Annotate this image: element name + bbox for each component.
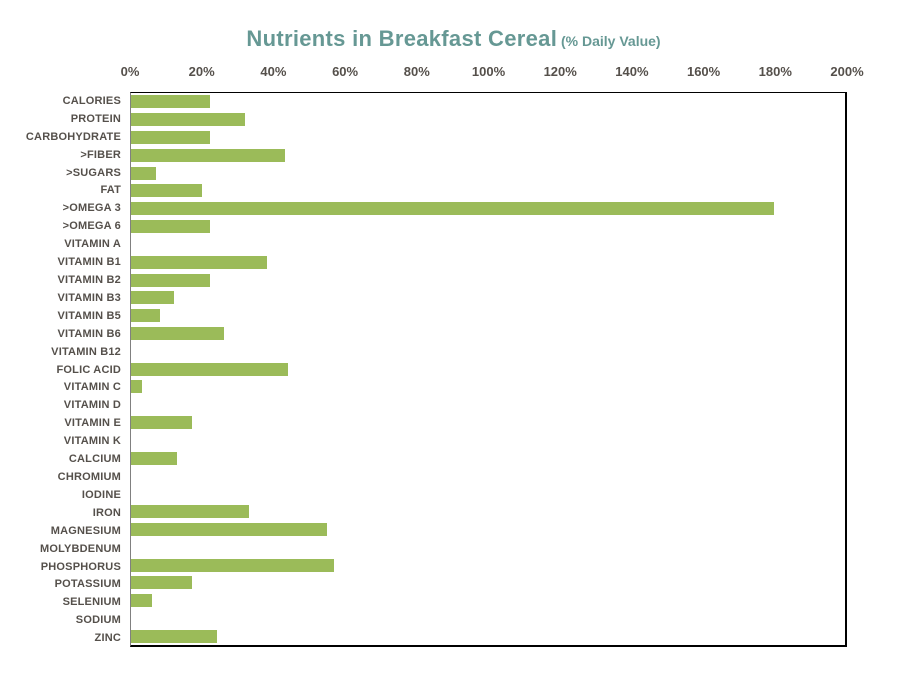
bar-row — [131, 307, 845, 325]
bar-row — [131, 129, 845, 147]
bar-row — [131, 521, 845, 539]
bar — [131, 523, 327, 536]
y-axis-label: >FIBER — [80, 148, 121, 161]
x-tick-label: 80% — [403, 64, 430, 79]
y-axis-label: VITAMIN B3 — [57, 291, 121, 304]
bar-row — [131, 218, 845, 236]
x-tick-label: 20% — [188, 64, 215, 79]
chart-subtitle: (% Daily Value) — [557, 33, 661, 49]
x-tick-label: 100% — [471, 64, 506, 79]
bar-row — [131, 289, 845, 307]
bar — [131, 630, 217, 643]
y-axis-label: VITAMIN A — [64, 238, 121, 251]
bar-row — [131, 538, 845, 556]
x-tick-label: 200% — [830, 64, 864, 79]
bar — [131, 309, 160, 322]
bar — [131, 327, 224, 340]
bar — [131, 184, 202, 197]
bar — [131, 220, 210, 233]
y-axis-label: VITAMIN B2 — [57, 274, 121, 287]
y-axis-label: VITAMIN K — [63, 435, 121, 448]
x-axis — [120, 64, 864, 82]
bar-row — [131, 360, 845, 378]
y-axis-label: >OMEGA 6 — [62, 220, 121, 233]
x-tick-label: 60% — [332, 64, 359, 79]
bar-row — [131, 503, 845, 521]
bar-row — [131, 253, 845, 271]
x-tick-label: 0% — [120, 64, 140, 79]
y-axis-label: POTASSIUM — [54, 578, 121, 591]
bar-row — [131, 93, 845, 111]
bar — [131, 256, 267, 269]
y-axis-label: VITAMIN B6 — [57, 327, 121, 340]
y-axis-label: VITAMIN E — [64, 417, 121, 430]
plot-area — [130, 92, 847, 647]
bar — [131, 380, 142, 393]
y-axis-label: IODINE — [81, 488, 121, 501]
bar — [131, 131, 210, 144]
bar — [131, 95, 210, 108]
y-axis-label: VITAMIN B1 — [57, 256, 121, 269]
bar — [131, 149, 285, 162]
bar-row — [131, 396, 845, 414]
bar — [131, 167, 156, 180]
x-tick-label: 140% — [615, 64, 649, 79]
y-axis-labels — [0, 92, 121, 647]
bar — [131, 505, 249, 518]
y-axis-label: CALORIES — [62, 94, 121, 107]
chart-title-block — [0, 26, 907, 52]
bar-row — [131, 610, 845, 628]
bar-row — [131, 342, 845, 360]
y-axis-label: MAGNESIUM — [50, 524, 121, 537]
bar-row — [131, 627, 845, 645]
bar-row — [131, 236, 845, 254]
x-tick-label: 160% — [686, 64, 721, 79]
bar — [131, 274, 210, 287]
bar — [131, 559, 334, 572]
bar-row — [131, 467, 845, 485]
bar-row — [131, 200, 845, 218]
bar-row — [131, 325, 845, 343]
y-axis-label: FAT — [100, 184, 121, 197]
bar — [131, 452, 177, 465]
bar-row — [131, 378, 845, 396]
bar — [131, 291, 174, 304]
x-tick-label: 120% — [543, 64, 577, 79]
bar-row — [131, 592, 845, 610]
bar-row — [131, 146, 845, 164]
y-axis-label: >OMEGA 3 — [62, 202, 121, 215]
y-axis-label: IRON — [92, 506, 121, 519]
bar-row — [131, 574, 845, 592]
y-axis-label: FOLIC ACID — [56, 363, 121, 376]
y-axis-label: CHROMIUM — [57, 470, 121, 483]
x-tick-label: 180% — [758, 64, 792, 79]
y-axis-label: >SUGARS — [66, 166, 121, 179]
bar-row — [131, 271, 845, 289]
bar-row — [131, 164, 845, 182]
y-axis-label: PHOSPHORUS — [40, 560, 121, 573]
bar — [131, 113, 245, 126]
bar — [131, 594, 152, 607]
y-axis-label: VITAMIN B12 — [51, 345, 121, 358]
y-axis-label: SELENIUM — [62, 596, 121, 609]
y-axis-label: CALCIUM — [68, 453, 121, 466]
bar — [131, 202, 774, 215]
bar-row — [131, 431, 845, 449]
y-axis-label: PROTEIN — [70, 112, 121, 125]
y-axis-label: VITAMIN C — [63, 381, 121, 394]
y-axis-label: VITAMIN B5 — [57, 309, 121, 322]
bar — [131, 416, 192, 429]
x-tick-label: 40% — [260, 64, 287, 79]
bar-row — [131, 449, 845, 467]
chart-title: Nutrients in Breakfast Cereal — [246, 26, 558, 51]
y-axis-label: ZINC — [94, 632, 121, 645]
y-axis-label: MOLYBDENUM — [39, 542, 121, 555]
y-axis-label: VITAMIN D — [63, 399, 121, 412]
y-axis-label: SODIUM — [75, 614, 121, 627]
y-axis-label: CARBOHYDRATE — [25, 130, 121, 143]
bar-row — [131, 485, 845, 503]
bar-row — [131, 111, 845, 129]
bar-row — [131, 556, 845, 574]
bar — [131, 576, 192, 589]
bar-row — [131, 182, 845, 200]
bar — [131, 363, 288, 376]
bar-row — [131, 414, 845, 432]
